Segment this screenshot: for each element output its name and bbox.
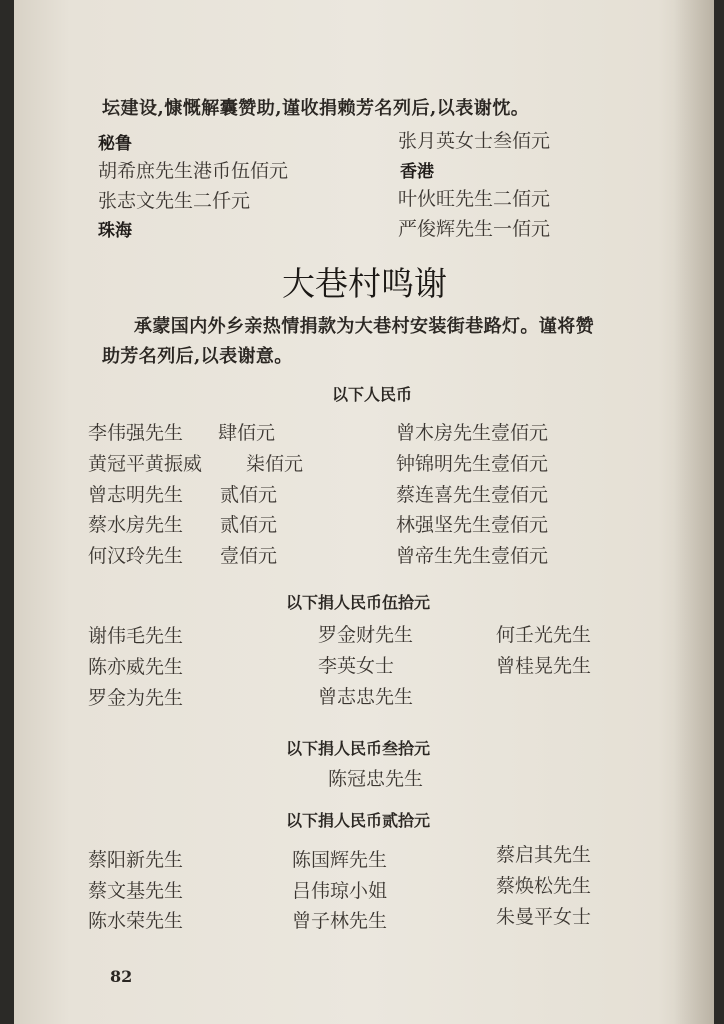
rmb-left-amount-1: 肆佰元 bbox=[218, 422, 276, 444]
donor-peru-2: 张志文先生二仟元 bbox=[98, 190, 251, 212]
body-line-2: 助芳名列后,以表谢意。 bbox=[102, 346, 293, 367]
previous-intro-tail: 坛建设,慷慨解囊赞助,谨收捐赖芳名列后,以表谢忱。 bbox=[102, 98, 530, 119]
rmb-left-name-1: 李伟强先生 bbox=[88, 422, 184, 444]
d50-c1-3: 罗金为先生 bbox=[88, 687, 184, 709]
rmb-left-name-4: 蔡水房先生 bbox=[88, 514, 184, 536]
d30-donor: 陈冠忠先生 bbox=[328, 768, 424, 790]
d50-c2-3: 曾志忠先生 bbox=[318, 686, 414, 708]
rmb-right-5: 曾帝生先生壹佰元 bbox=[396, 545, 549, 567]
donor-previous-right: 张月英女士叁佰元 bbox=[398, 130, 551, 152]
rmb-left-name-2: 黄冠平黄振威 bbox=[88, 453, 203, 475]
d20-c2-2: 吕伟琼小姐 bbox=[292, 880, 388, 902]
d20-c1-3: 陈水荣先生 bbox=[88, 910, 184, 932]
d50-c3-2: 曾桂晃先生 bbox=[496, 655, 592, 677]
donor-hk-1: 叶伙旺先生二佰元 bbox=[398, 188, 551, 210]
d20-c1-2: 蔡文基先生 bbox=[88, 880, 184, 902]
page-number: 82 bbox=[110, 967, 133, 986]
heading-zhuhai: 珠海 bbox=[98, 221, 132, 241]
rmb-right-2: 钟锦明先生壹佰元 bbox=[396, 453, 549, 475]
rmb-left-amount-3: 贰佰元 bbox=[220, 484, 278, 506]
rmb-right-3: 蔡连喜先生壹佰元 bbox=[396, 484, 549, 506]
heading-20: 以下捐人民币贰拾元 bbox=[286, 811, 431, 830]
d20-c2-3: 曾子林先生 bbox=[292, 910, 388, 932]
heading-50: 以下捐人民币伍拾元 bbox=[286, 593, 431, 612]
d20-c3-2: 蔡焕松先生 bbox=[496, 875, 592, 897]
rmb-right-1: 曾木房先生壹佰元 bbox=[396, 422, 549, 444]
section-title: 大巷村鸣谢 bbox=[282, 264, 447, 303]
donor-hk-2: 严俊辉先生一佰元 bbox=[398, 218, 551, 240]
d50-c2-1: 罗金财先生 bbox=[318, 624, 414, 646]
rmb-left-name-5: 何汉玲先生 bbox=[88, 545, 184, 567]
rmb-left-name-3: 曾志明先生 bbox=[88, 484, 184, 506]
heading-hongkong: 香港 bbox=[400, 162, 434, 182]
book-page bbox=[14, 0, 714, 1024]
d20-c3-1: 蔡启其先生 bbox=[496, 844, 592, 866]
donor-peru-1: 胡希庶先生港币伍佰元 bbox=[98, 160, 289, 182]
d20-c1-1: 蔡阳新先生 bbox=[88, 849, 184, 871]
rmb-left-amount-4: 贰佰元 bbox=[220, 514, 278, 536]
heading-peru: 秘鲁 bbox=[98, 134, 132, 154]
heading-rmb: 以下人民币 bbox=[332, 385, 413, 404]
d20-c2-1: 陈国辉先生 bbox=[292, 849, 388, 871]
heading-30: 以下捐人民币叁拾元 bbox=[286, 739, 431, 758]
d20-c3-3: 朱曼平女士 bbox=[496, 906, 592, 928]
rmb-left-amount-5: 壹佰元 bbox=[220, 545, 278, 567]
d50-c1-2: 陈亦威先生 bbox=[88, 656, 184, 678]
d50-c3-1: 何壬光先生 bbox=[496, 624, 592, 646]
rmb-right-4: 林强坚先生壹佰元 bbox=[396, 514, 549, 536]
d50-c1-1: 谢伟毛先生 bbox=[88, 625, 184, 647]
rmb-left-amount-2: 柒佰元 bbox=[246, 453, 304, 475]
body-line-1: 承蒙国内外乡亲热情捐款为大巷村安装街巷路灯。谨将赞 bbox=[134, 316, 594, 337]
d50-c2-2: 李英女士 bbox=[318, 655, 395, 677]
